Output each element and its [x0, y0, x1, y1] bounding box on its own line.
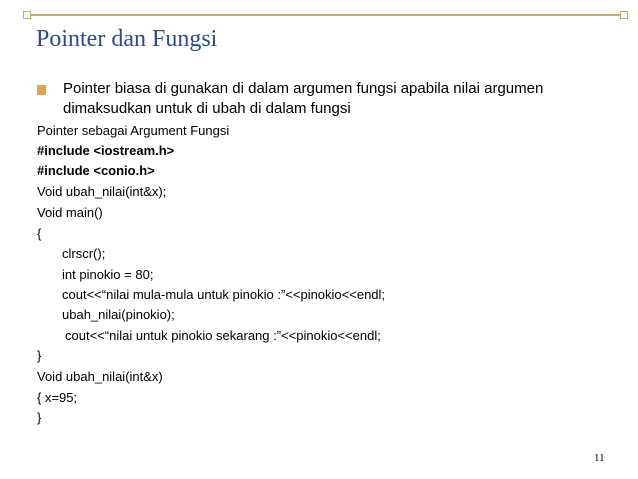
slide-title: Pointer dan Fungsi — [36, 26, 218, 52]
bullet-square-icon — [37, 85, 46, 95]
code-subheading: Pointer sebagai Argument Fungsi — [37, 123, 230, 138]
code-line-prototype: Void ubah_nilai(int&x); — [37, 184, 167, 199]
code-line-cout-initial: cout<<“nilai mula-mula untuk pinokio :”<<pinokio<<endl; — [62, 287, 386, 302]
page-number: 11 — [594, 452, 605, 464]
code-line-include-conio: #include <conio.h> — [37, 163, 155, 178]
code-line-call-ubah-nilai: ubah_nilai(pinokio); — [62, 307, 175, 322]
code-line-main: Void main() — [37, 205, 103, 220]
top-rule — [28, 14, 628, 16]
code-line-assign: { x=95; — [37, 390, 78, 405]
top-rule-left-square — [23, 11, 31, 19]
code-line-clrscr: clrscr(); — [62, 246, 106, 261]
bullet-text: Pointer biasa di gunakan di dalam argumen fungsi apabila nilai argumen dimaksudkan untuk di ubah di dalam fungsi — [63, 80, 544, 117]
code-line-int-pinokio: int pinokio = 80; — [62, 267, 154, 282]
code-line-cout-final: cout<<“nilai untuk pinokio sekarang :”<<pinokio<<endl; — [65, 328, 381, 343]
top-rule-right-square — [620, 11, 628, 19]
code-line-include-iostream: #include <iostream.h> — [37, 143, 175, 158]
code-line-function-close: } — [37, 410, 42, 425]
code-line-close-brace: } — [37, 348, 42, 363]
code-line-function-def: Void ubah_nilai(int&x) — [37, 369, 163, 384]
code-line-open-brace: { — [37, 226, 42, 241]
